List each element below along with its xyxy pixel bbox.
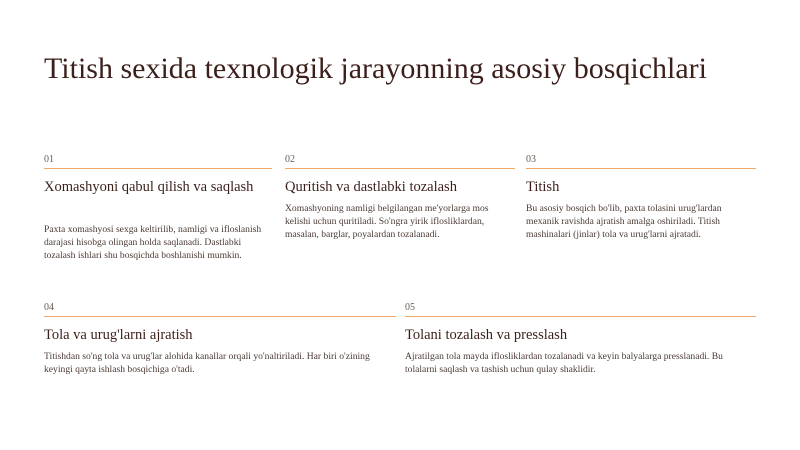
accent-divider <box>44 168 272 169</box>
slide-title: Titish sexida texnologik jarayonning asosiy bosqichlari <box>44 52 708 85</box>
step-card-1 <box>44 154 272 262</box>
step-description: Bu asosiy bosqich bo'lib, paxta tolasini urug'lardan mexanik ravishda ajratish amalga oshiriladi. Titish mashinalari (jinlar) tola va urug'larni ajratadi. <box>526 203 722 240</box>
step-card-5 <box>405 302 756 376</box>
accent-divider <box>526 168 756 169</box>
step-card-3 <box>526 154 756 241</box>
step-card-4 <box>44 302 396 376</box>
step-description: Xomashyoning namligi belgilangan me'yorlarga mos kelishi uchun quritiladi. So'ngra yirik iflosliklardan, masalan, barglar, poyalardan tozalanadi. <box>285 203 489 240</box>
accent-divider <box>44 316 396 317</box>
step-heading: Tola va urug'larni ajratish <box>44 327 193 343</box>
step-card-2 <box>285 154 515 241</box>
step-description: Ajratilgan tola mayda iflosliklardan tozalanadi va keyin balyalarga presslanadi. Bu tolalarni saqlash va tashish uchun qulay shaklidir. <box>405 351 723 375</box>
step-number: 02 <box>285 154 295 165</box>
step-heading: Quritish va dastlabki tozalash <box>285 179 457 195</box>
step-heading: Xomashyoni qabul qilish va saqlash <box>44 179 254 195</box>
step-number: 01 <box>44 154 54 165</box>
step-description: Titishdan so'ng tola va urug'lar alohida kanallar orqali yo'naltiriladi. Har biri o'zining keyingi qayta ishlash bosqichiga o'tadi. <box>44 351 370 375</box>
step-description: Paxta xomashyosi sexga keltirilib, namligi va ifloslanish darajasi hisobga olingan holda saqlanadi. Dastlabki tozalash ishlari shu bosqichda boshlanishi mumkin. <box>44 224 262 261</box>
accent-divider <box>405 316 756 317</box>
step-heading: Tolani tozalash va presslash <box>405 327 568 343</box>
step-number: 03 <box>526 154 536 165</box>
accent-divider <box>285 168 515 169</box>
step-number: 04 <box>44 302 54 313</box>
step-number: 05 <box>405 302 415 313</box>
step-heading: Titish <box>526 179 560 195</box>
